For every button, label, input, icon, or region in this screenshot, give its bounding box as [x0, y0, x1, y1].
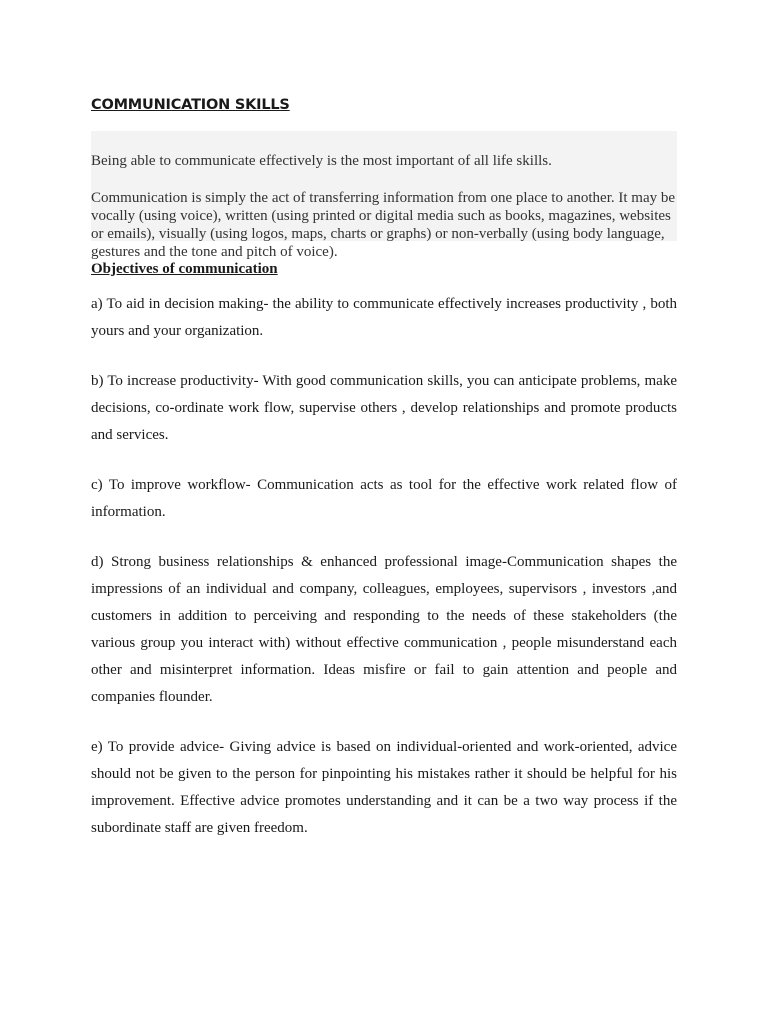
objectives-heading: Objectives of communication: [91, 261, 278, 277]
objective-c: c) To improve workflow- Communication acts as tool for the effective work related flow of information.: [91, 477, 677, 520]
objectives-list: [91, 291, 677, 842]
document-title: COMMUNICATION SKILLS: [91, 97, 290, 113]
intro-paragraph-2: Communication is simply the act of transferring information from one place to another. It may be vocally (using voice), written (using printed or digital media such as books, magazines, websites or emails), visually (using logos, maps, charts or graphs) or non-verbally (using body language, gestures and the tone and pitch of voice).: [91, 190, 676, 260]
objective-e: e) To provide advice- Giving advice is based on individual-oriented and work-oriented, advice should not be given to the person for pinpointing his mistakes rather it should be helpful for his improvement. Effective advice promotes understanding and it can be a two way process if the subordinate staff are given freedom.: [91, 739, 677, 836]
objective-b: b) To increase productivity- With good communication skills, you can anticipate problems, make decisions, co-ordinate work flow, supervise others , develop relationships and promote products and services.: [91, 373, 677, 443]
document-body: [91, 95, 677, 842]
intro-paragraph-1: Being able to communicate effectively is the most important of all life skills.: [91, 153, 552, 169]
intro-highlight-box: [91, 131, 677, 260]
objective-a: a) To aid in decision making- the ability to communicate effectively increases productivity , both yours and your organization.: [91, 296, 677, 339]
objective-d: d) Strong business relationships & enhanced professional image-Communication shapes the impressions of an individual and company, colleagues, employees, supervisors , investors ,and customers in addition to perceiving and responding to the needs of these stakeholders (the various group you interact with) without effective communication , people misunderstand each other and misinterpret information. Ideas misfire or fail to gain attention and people and companies flounder.: [91, 554, 677, 705]
